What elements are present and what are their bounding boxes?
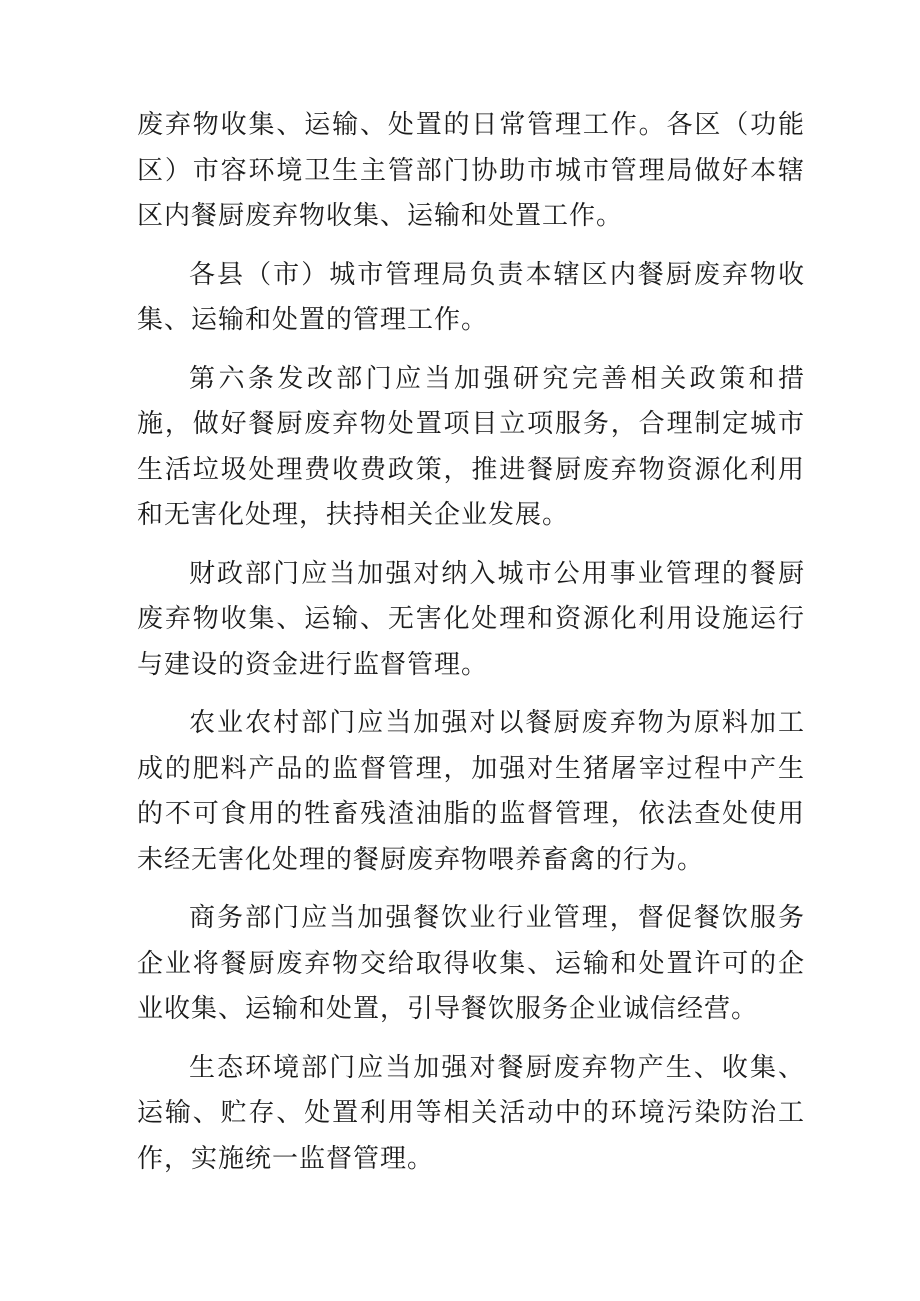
paragraph-county-bureau: 各县（市）城市管理局负责本辖区内餐厨废弃物收集、运输和处置的管理工作。: [137, 259, 805, 335]
paragraph-finance-dept: 财政部门应当加强对纳入城市公用事业管理的餐厨废弃物收集、运输、无害化处理和资源化利用设施运行与建设的资金进行监督管理。: [137, 558, 805, 680]
paragraph-ecology-dept: 生态环境部门应当加强对餐厨废弃物产生、收集、运输、贮存、处置利用等相关活动中的环境污染防治工作，实施统一监督管理。: [137, 1052, 805, 1174]
paragraph-continuation: 废弃物收集、运输、处置的日常管理工作。各区（功能区）市容环境卫生主管部门协助市城市管理局做好本辖区内餐厨废弃物收集、运输和处置工作。: [137, 110, 805, 231]
paragraph-article-six: 第六条发改部门应当加强研究完善相关政策和措施，做好餐厨废弃物处置项目立项服务，合理制定城市生活垃圾处理费收费政策，推进餐厨废弃物资源化利用和无害化处理，扶持相关企业发展。: [137, 363, 805, 530]
paragraph-commerce-dept: 商务部门应当加强餐饮业行业管理，督促餐饮服务企业将餐厨废弃物交给取得收集、运输和处置许可的企业收集、运输和处置，引导餐饮服务企业诚信经营。: [137, 903, 805, 1024]
paragraph-agriculture-dept: 农业农村部门应当加强对以餐厨废弃物为原料加工成的肥料产品的监督管理，加强对生猪屠宰过程中产生的不可食用的牲畜残渣油脂的监督管理，依法查处使用未经无害化处理的餐厨废弃物喂养畜禽的行为。: [137, 708, 805, 875]
document-body: [137, 103, 805, 1195]
